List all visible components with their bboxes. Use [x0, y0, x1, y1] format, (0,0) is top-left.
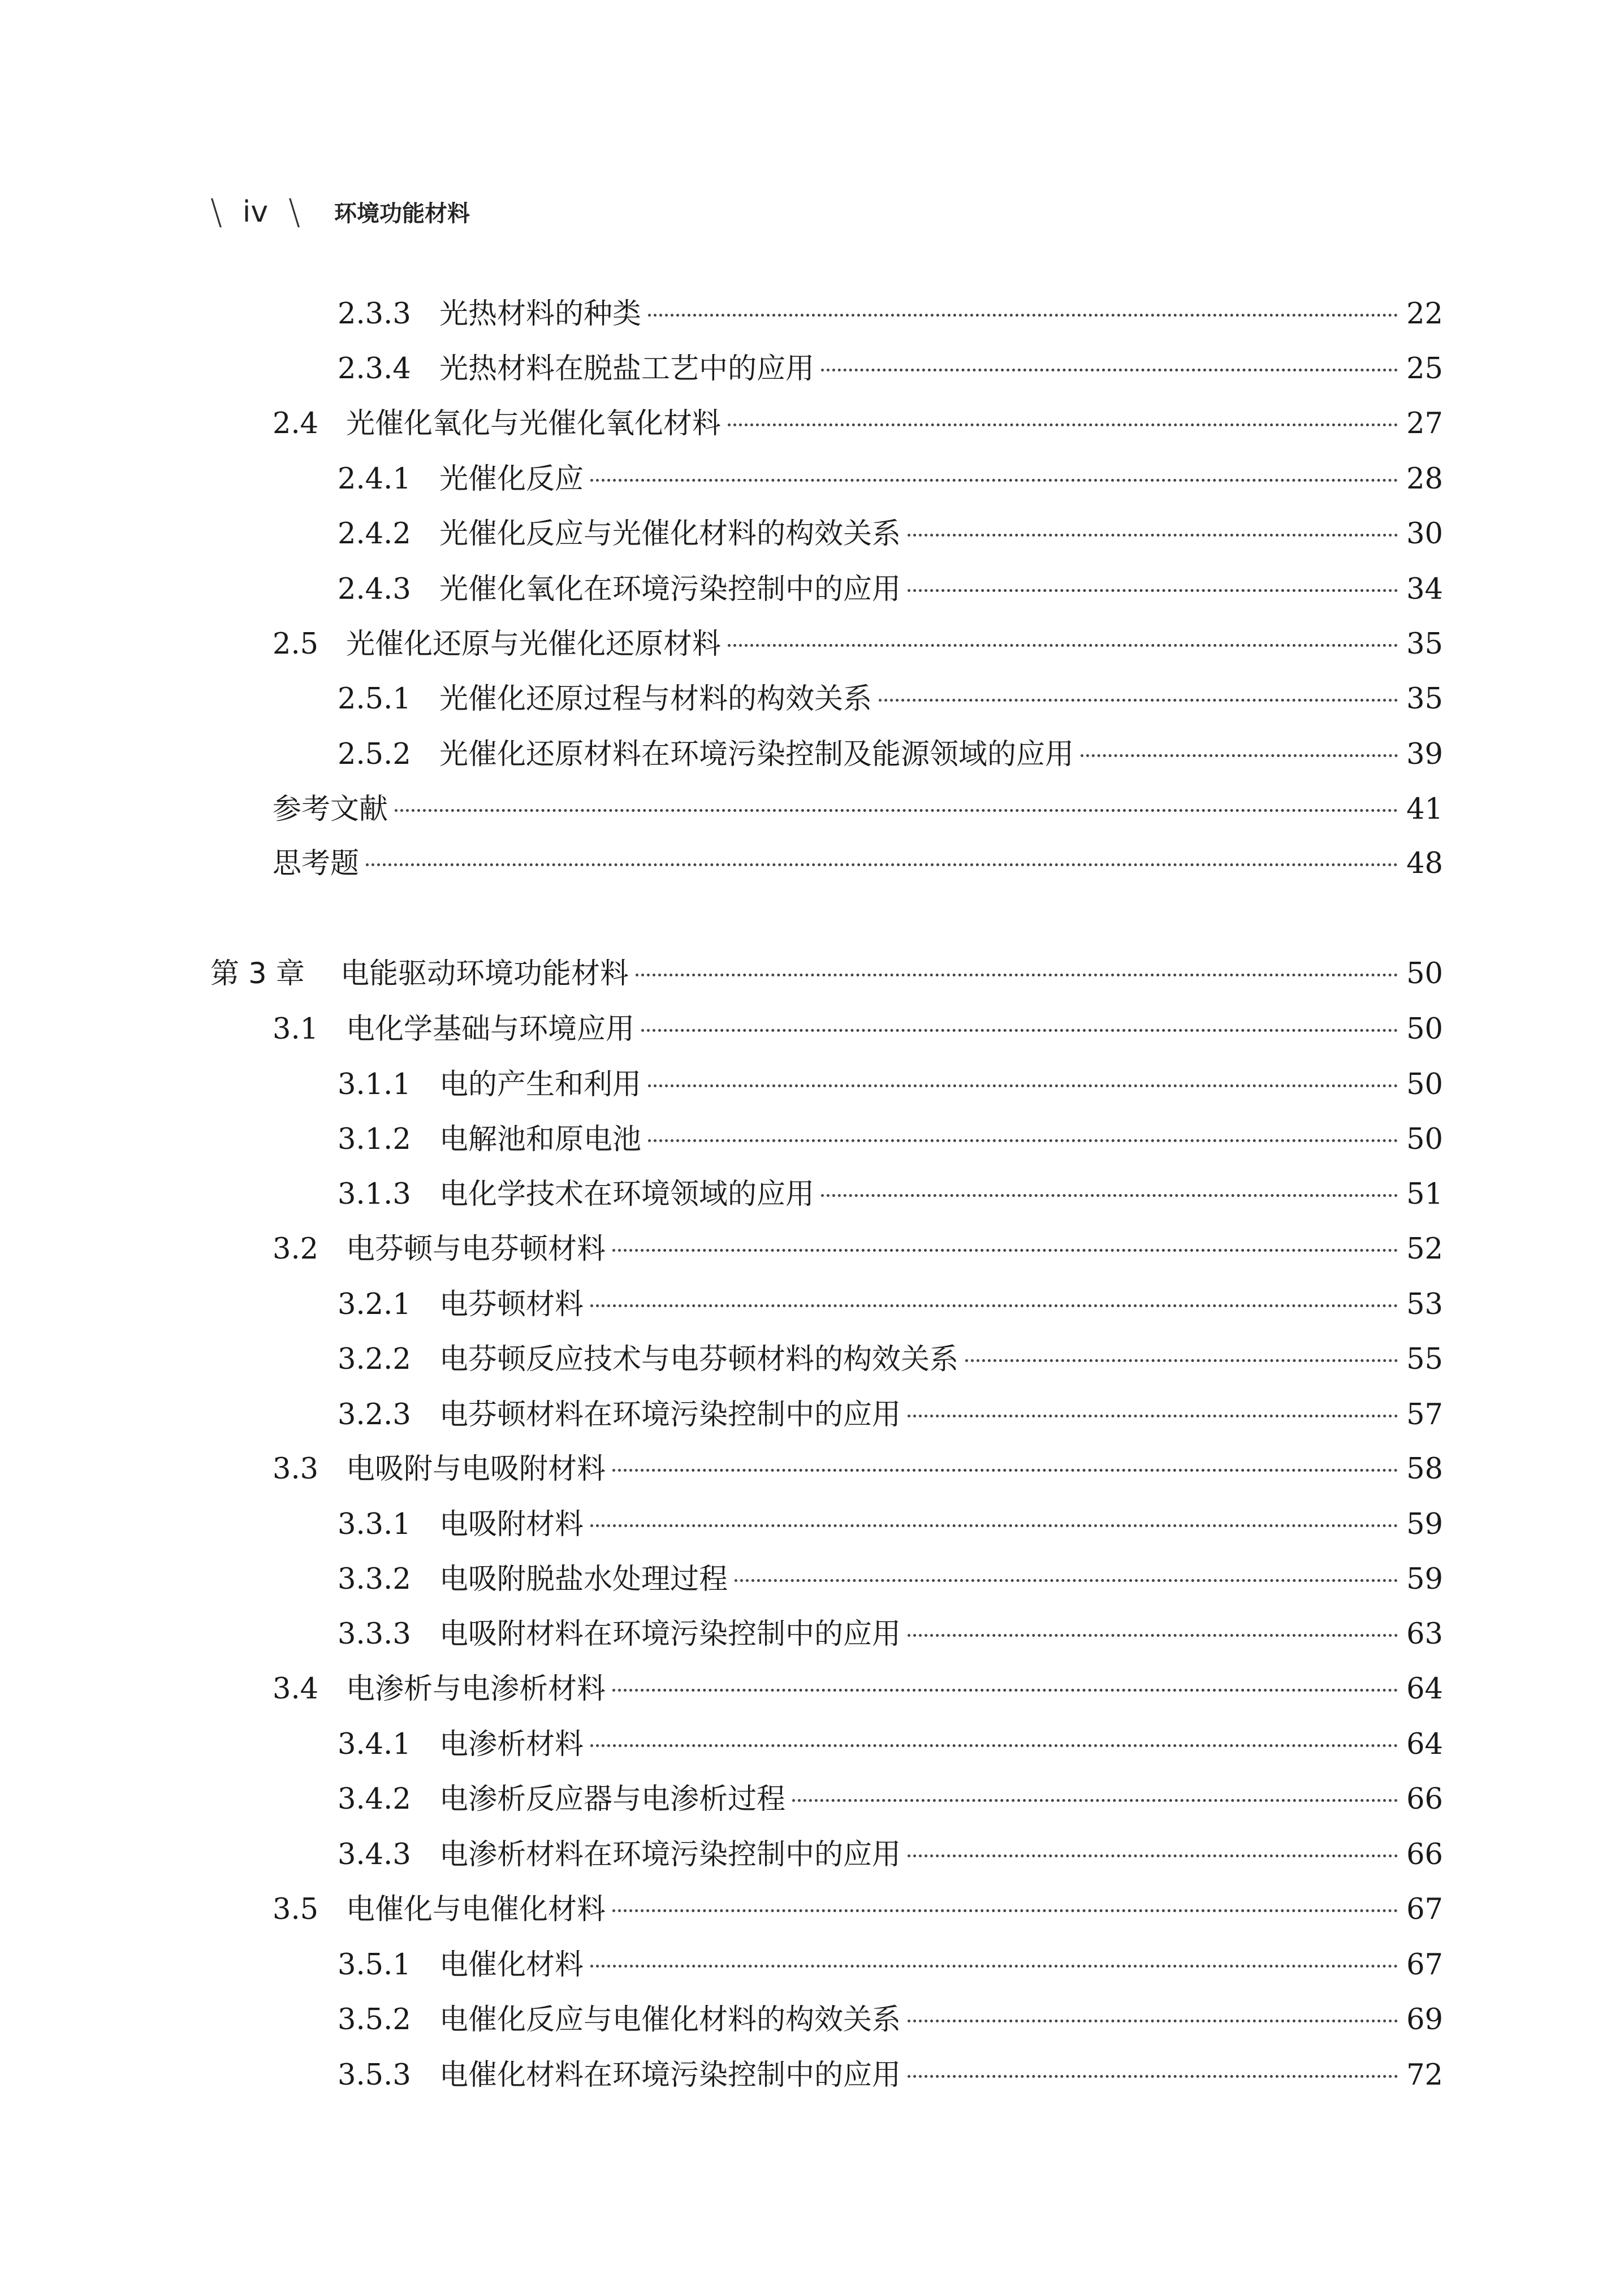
toc-page-number: 55	[1406, 1343, 1443, 1376]
dot-leader	[908, 2020, 1398, 2022]
toc-entry[interactable]	[338, 1772, 1443, 1827]
toc-page-number: 41	[1406, 793, 1443, 826]
toc-section-number: 3.4.1	[338, 1728, 411, 1761]
toc-section-number: 3.2	[273, 1233, 319, 1266]
toc-section-number: 3.1.1	[338, 1068, 411, 1101]
toc-page-number: 28	[1406, 462, 1443, 496]
toc-entry[interactable]	[273, 1222, 1443, 1277]
dot-leader	[821, 1194, 1398, 1197]
toc-section-title: 光催化还原与光催化还原材料	[346, 628, 722, 661]
toc-section-number: 第 3 章	[210, 957, 305, 991]
toc-section-number: 3.2.1	[338, 1288, 411, 1321]
toc-page-number: 53	[1406, 1288, 1443, 1321]
dot-leader	[908, 589, 1398, 592]
toc-section-title: 光催化反应	[439, 462, 584, 496]
toc-section-number: 3.4	[273, 1672, 319, 1706]
dot-leader	[648, 1139, 1398, 1142]
dot-leader	[366, 863, 1398, 866]
toc-page-number: 39	[1406, 738, 1443, 771]
dot-leader	[908, 1854, 1398, 1857]
toc-page-number: 52	[1406, 1233, 1443, 1266]
toc-page-number: 63	[1406, 1618, 1443, 1651]
toc-page-number: 59	[1406, 1508, 1443, 1541]
toc-page-number: 66	[1406, 1838, 1443, 1871]
toc-section-title: 光热材料在脱盐工艺中的应用	[439, 352, 815, 386]
toc-section-number: 3.4.2	[338, 1783, 411, 1816]
toc-section-number: 3.5.2	[338, 2003, 411, 2037]
dot-leader	[636, 974, 1398, 976]
toc-entry[interactable]	[273, 1883, 1443, 1937]
toc-section-title: 电渗析与电渗析材料	[346, 1672, 606, 1706]
toc-section-title: 光催化还原材料在环境污染控制及能源领域的应用	[439, 738, 1074, 771]
toc-entry[interactable]	[338, 342, 1443, 396]
dot-leader	[821, 369, 1398, 371]
dot-leader	[879, 699, 1398, 702]
dot-leader	[641, 1029, 1398, 1032]
header-slash-left: \	[210, 191, 222, 232]
dot-leader	[590, 1524, 1398, 1527]
toc-section-title: 电渗析材料在环境污染控制中的应用	[439, 1838, 901, 1871]
dot-leader	[735, 1579, 1398, 1582]
toc-section-title: 电渗析反应器与电渗析过程	[439, 1783, 786, 1816]
toc-entry[interactable]	[338, 1113, 1443, 1167]
toc-section-number: 2.5.1	[338, 682, 411, 716]
toc-section-number: 3.4.3	[338, 1838, 411, 1871]
toc-section-title: 电芬顿与电芬顿材料	[346, 1233, 606, 1266]
toc-page-number: 50	[1406, 957, 1443, 991]
toc-page-number: 30	[1406, 517, 1443, 551]
header-page-number: iv	[242, 194, 269, 229]
toc-entry[interactable]	[273, 397, 1443, 451]
toc-section-title: 参考文献	[273, 793, 388, 826]
toc-page-number: 34	[1406, 573, 1443, 606]
toc-page-number: 35	[1406, 628, 1443, 661]
toc-entry[interactable]	[338, 1938, 1443, 1992]
toc-section-number: 3.1.2	[338, 1123, 411, 1156]
toc-entry[interactable]	[338, 1278, 1443, 1332]
dot-leader	[648, 314, 1398, 317]
toc-page-number: 67	[1406, 1948, 1443, 1982]
toc-entry[interactable]	[338, 452, 1443, 507]
toc-page-number: 64	[1406, 1672, 1443, 1706]
toc-entry[interactable]	[338, 287, 1443, 341]
toc-entry[interactable]	[338, 563, 1443, 617]
dot-leader	[792, 1799, 1398, 1802]
toc-section-number: 3.2.3	[338, 1398, 411, 1432]
dot-leader	[395, 809, 1398, 812]
toc-entry[interactable]	[338, 1058, 1443, 1112]
toc-section-title: 电吸附材料在环境污染控制中的应用	[439, 1618, 901, 1651]
toc-page-number: 58	[1406, 1452, 1443, 1486]
toc-page-number: 48	[1406, 847, 1443, 880]
toc-entry[interactable]	[273, 617, 1443, 672]
toc-page-number: 50	[1406, 1123, 1443, 1156]
toc-section-title: 电吸附与电吸附材料	[346, 1452, 606, 1486]
toc-section-number: 3.3.1	[338, 1508, 411, 1541]
dot-leader	[908, 534, 1398, 537]
toc-entry[interactable]	[338, 1498, 1443, 1552]
toc-page-number: 72	[1406, 2059, 1443, 2092]
dot-leader	[590, 1744, 1398, 1747]
toc-entry[interactable]	[273, 1442, 1443, 1497]
toc-section-number: 2.3.3	[338, 297, 411, 331]
toc-section-title: 电催化材料在环境污染控制中的应用	[439, 2059, 901, 2092]
dot-leader	[590, 479, 1398, 482]
toc-page-number: 59	[1406, 1563, 1443, 1596]
toc-section-title: 电催化反应与电催化材料的构效关系	[439, 2003, 901, 2037]
toc-entry[interactable]	[338, 1388, 1443, 1442]
toc-page-number: 50	[1406, 1068, 1443, 1101]
toc-section-title: 光催化反应与光催化材料的构效关系	[439, 517, 901, 551]
toc-entry[interactable]	[338, 1607, 1443, 1662]
toc-section-number: 2.4.2	[338, 517, 411, 551]
toc-section-title: 光热材料的种类	[439, 297, 642, 331]
toc-section-title: 电解池和原电池	[439, 1123, 642, 1156]
toc-section-title: 光催化氧化在环境污染控制中的应用	[439, 573, 901, 606]
toc-section-number: 3.1.3	[338, 1178, 411, 1211]
toc-section-title: 电的产生和利用	[439, 1068, 642, 1101]
toc-section-number: 3.5	[273, 1893, 319, 1926]
toc-entry[interactable]	[273, 783, 1443, 837]
toc-section-title: 电催化与电催化材料	[346, 1893, 606, 1926]
toc-section-number: 3.3.2	[338, 1563, 411, 1596]
toc-section-number: 3.1	[273, 1013, 319, 1046]
toc-section-number: 2.5	[273, 628, 319, 661]
toc-page-number: 66	[1406, 1783, 1443, 1816]
toc-page-number: 25	[1406, 352, 1443, 386]
dot-leader	[1081, 754, 1398, 757]
toc-page-number: 69	[1406, 2003, 1443, 2037]
dot-leader	[648, 1084, 1398, 1087]
toc-entry[interactable]	[338, 672, 1443, 727]
toc-entry[interactable]	[338, 1333, 1443, 1387]
toc-section-title: 电催化材料	[439, 1948, 584, 1982]
toc-section-title: 光催化氧化与光催化氧化材料	[346, 407, 722, 440]
dot-leader	[965, 1359, 1398, 1362]
toc-section-number: 3.3.3	[338, 1618, 411, 1651]
toc-page-number: 57	[1406, 1398, 1443, 1432]
toc-entry[interactable]	[273, 1002, 1443, 1057]
toc-page-number: 64	[1406, 1728, 1443, 1761]
toc-page-number: 27	[1406, 407, 1443, 440]
toc-entry[interactable]	[338, 728, 1443, 782]
toc-section-number: 2.4	[273, 407, 319, 440]
toc-section-title: 电能驱动环境功能材料	[340, 957, 629, 991]
header-slash-right: \	[288, 191, 301, 232]
toc-section-title: 电化学技术在环境领域的应用	[439, 1178, 815, 1211]
toc-page-number: 51	[1406, 1178, 1443, 1211]
toc-entry[interactable]	[338, 1553, 1443, 1607]
toc-entry[interactable]	[273, 837, 1443, 891]
toc-page-number: 22	[1406, 297, 1443, 331]
toc-section-number: 3.5.1	[338, 1948, 411, 1982]
toc-section-number: 2.5.2	[338, 738, 411, 771]
toc-entry[interactable]	[338, 1718, 1443, 1772]
toc-section-number: 3.3	[273, 1452, 319, 1486]
toc-page-number: 67	[1406, 1893, 1443, 1926]
dot-leader	[612, 1469, 1398, 1472]
toc-section-number: 2.3.4	[338, 352, 411, 386]
toc-entry[interactable]	[338, 507, 1443, 561]
toc-section-title: 思考题	[273, 847, 360, 880]
toc-entry[interactable]	[273, 1662, 1443, 1717]
toc-page-number: 35	[1406, 682, 1443, 716]
toc-section-number: 3.5.3	[338, 2059, 411, 2092]
header-book-title: 环境功能材料	[334, 201, 470, 227]
toc-section-title: 电芬顿材料	[439, 1288, 584, 1321]
toc-section-title: 电渗析材料	[439, 1728, 584, 1761]
toc-page-number: 50	[1406, 1013, 1443, 1046]
dot-leader	[590, 1965, 1398, 1968]
dot-leader	[590, 1304, 1398, 1307]
toc-section-title: 电芬顿材料在环境污染控制中的应用	[439, 1398, 901, 1432]
dot-leader	[908, 2075, 1398, 2078]
toc-section-number: 2.4.3	[338, 573, 411, 606]
toc-chapter-entry[interactable]	[210, 947, 1443, 1001]
toc-section-title: 电芬顿反应技术与电芬顿材料的构效关系	[439, 1343, 959, 1376]
toc-section-number: 3.2.2	[338, 1343, 411, 1376]
dot-leader	[612, 1689, 1398, 1692]
dot-leader	[908, 1634, 1398, 1637]
toc-entry[interactable]	[338, 1168, 1443, 1222]
dot-leader	[612, 1249, 1398, 1252]
toc-section-title: 电吸附脱盐水处理过程	[439, 1563, 728, 1596]
toc-entry[interactable]	[338, 1993, 1443, 2047]
toc-section-title: 电吸附材料	[439, 1508, 584, 1541]
dot-leader	[728, 423, 1398, 426]
toc-section-number: 2.4.1	[338, 462, 411, 496]
toc-entry[interactable]	[338, 1828, 1443, 1882]
toc-section-title: 光催化还原过程与材料的构效关系	[439, 682, 873, 716]
toc-section-title: 电化学基础与环境应用	[346, 1013, 635, 1046]
toc-entry[interactable]	[338, 2048, 1443, 2103]
dot-leader	[908, 1415, 1398, 1417]
running-header	[210, 191, 470, 232]
dot-leader	[612, 1909, 1398, 1912]
dot-leader	[728, 644, 1398, 647]
